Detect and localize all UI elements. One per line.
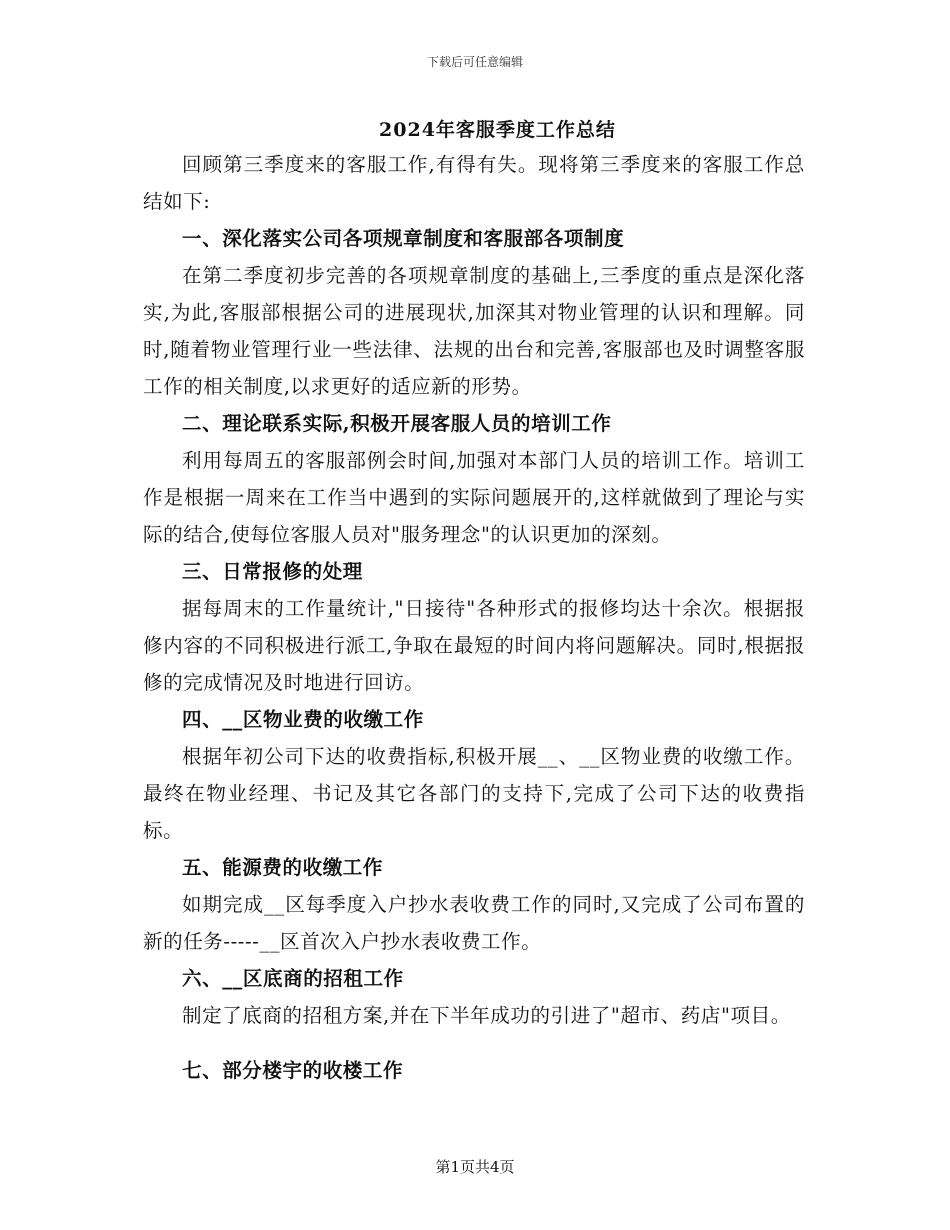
intro-paragraph: 回顾第三季度来的客服工作,有得有失。现将第三季度来的客服工作总结如下:: [143, 153, 805, 213]
section-paragraph-4: 根据年初公司下达的收费指标,积极开展__、__区物业费的收缴工作。最终在物业经理、书记及其它各部门的支持下,完成了公司下达的收费指标。: [143, 745, 805, 842]
section-paragraph-6: 制定了底商的招租方案,并在下半年成功的引进了"超市、药店"项目。: [182, 1004, 791, 1027]
section-paragraph-1: 在第二季度初步完善的各项规章制度的基础上,三季度的重点是深化落实,为此,客服部根据公司的进展现状,加深其对物业管理的认识和理解。同时,随着物业管理行业一些法律、法规的出台和完善,客服部也及时调整客服工作的相关制度,以求更好的适应新的形势。: [143, 264, 805, 398]
section-paragraph-3: 据每周末的工作量统计,"日接待"各种形式的报修均达十余次。根据报修内容的不同积极进行派工,争取在最短的时间内将问题解决。同时,根据报修的完成情况及时地进行回访。: [143, 597, 805, 694]
section-heading-4: 四、__区物业费的收缴工作: [182, 708, 424, 731]
section-heading-5: 五、能源费的收缴工作: [182, 856, 384, 879]
section-paragraph-2: 利用每周五的客服部例会时间,加强对本部门人员的培训工作。培训工作是根据一周来在工作当中遇到的实际问题展开的,这样就做到了理论与实际的结合,使每位客服人员对"服务理念"的认识更加的深刻。: [143, 449, 805, 546]
page-footer: 第1页共4页: [435, 1158, 515, 1176]
section-heading-2: 二、理论联系实际,积极开展客服人员的培训工作: [182, 412, 612, 435]
section-heading-6: 六、__区底商的招租工作: [182, 967, 404, 990]
header-note: 下载后可任意编辑: [426, 55, 523, 69]
section-paragraph-5: 如期完成__区每季度入户抄水表收费工作的同时,又完成了公司布置的新的任务-----__区首次入户抄水表收费工作。: [143, 893, 805, 953]
document-body: [143, 146, 805, 1089]
section-heading-7: 七、部分楼宇的收楼工作: [182, 1059, 404, 1082]
section-heading-3: 三、日常报修的处理: [182, 560, 363, 583]
document-title: 2024年客服季度工作总结: [379, 119, 616, 141]
section-heading-1: 一、深化落实公司各项规章制度和客服部各项制度: [182, 227, 625, 250]
